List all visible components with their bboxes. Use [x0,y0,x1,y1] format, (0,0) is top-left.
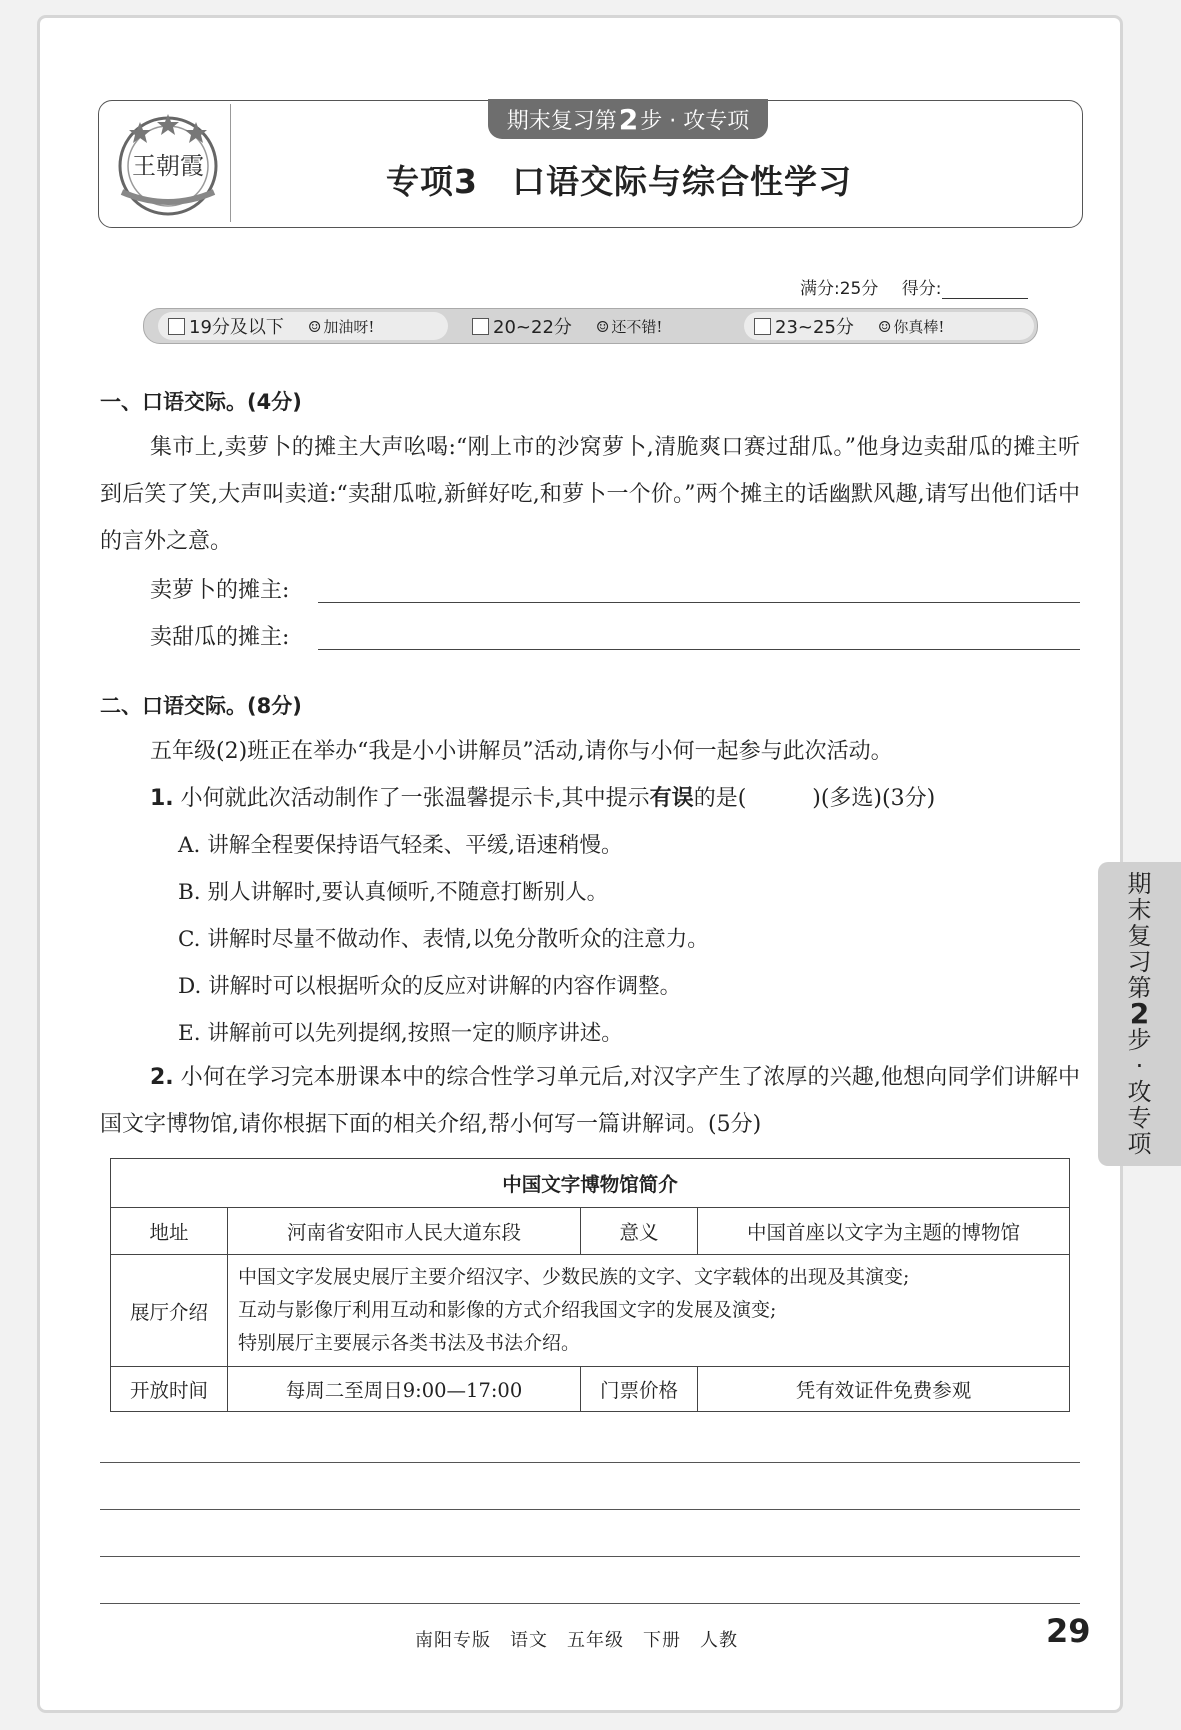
option-c: C. 讲解时尽量不做动作、表情,以免分散听众的注意力。 [178,927,709,952]
ticket-value: 凭有效证件免费参观 [698,1367,1070,1412]
ticket-label: 门票价格 [581,1367,698,1412]
address-label: 地址 [111,1208,228,1255]
side-char: 复 [1127,922,1152,950]
section2-intro: 五年级(2)班正在举办“我是小小讲解员”活动,请你与小何一起参与此次活动。 [150,739,893,764]
question-text: 小何就此次活动制作了一张温馨提示卡,其中提示 [180,786,650,811]
option-a: A. 讲解全程要保持语气轻柔、平缓,语速稍慢。 [178,833,623,858]
address-value: 河南省安阳市人民大道东段 [228,1208,581,1255]
question-emphasis: 有误 [649,785,694,811]
smile-face-icon: ☺ [877,317,892,336]
side-char: 末 [1127,896,1152,924]
checkbox[interactable] [754,318,771,335]
side-section-tab [1098,862,1181,1166]
side-char: 项 [1127,1130,1152,1158]
side-char: 第 [1127,974,1152,1002]
answer-line-melon[interactable] [318,649,1080,650]
rating-item-low [158,312,448,340]
footer-info: 南阳专版 语文 五年级 下册 人教 [415,1630,738,1651]
score-label: 得分: [901,279,942,299]
section2-heading: 二、口语交际。(8分) [100,694,302,718]
rating-word: ☺ 还不错! [595,317,663,336]
side-char: · [1135,1052,1144,1080]
question-1 [150,781,935,812]
step-suffix: 步 · 攻专项 [640,108,750,134]
hall-line: 互动与影像厅利用互动和影像的方式介绍我国文字的发展及演变; [238,1299,777,1321]
writing-line[interactable] [100,1603,1080,1604]
hours-value: 每周二至周日9:00—17:00 [228,1367,581,1412]
rating-word: ☺ 加油呀! [307,317,375,336]
rating-word: ☺ 你真棒! [877,317,945,336]
question-text: 的是( )(多选)(3分) [693,786,936,811]
side-char: 2 [1129,997,1150,1030]
question-number: 2. [150,1065,174,1090]
brand-logo [110,108,226,218]
rating-bar [143,308,1038,344]
rating-range: 20~22分 [493,317,572,338]
full-score: 满分:25分 [800,279,879,299]
option-e: E. 讲解前可以先列提纲,按照一定的顺序讲述。 [178,1021,623,1046]
checkbox[interactable] [472,318,489,335]
writing-line[interactable] [100,1556,1080,1557]
smile-face-icon: ☺ [307,317,322,336]
page-sheet [40,18,1120,1710]
smile-face-icon: ☺ [595,317,610,336]
rating-range: 23~25分 [775,317,854,338]
page-number: 29 [1046,1612,1091,1650]
hall-line: 中国文字发展史展厅主要介绍汉字、少数民族的文字、文字载体的出现及其演变; [238,1266,910,1288]
step-tab [488,99,768,139]
side-char: 期 [1127,870,1152,898]
option-b: B. 别人讲解时,要认真倾听,不随意打断别人。 [178,880,609,905]
step-number: 2 [618,102,639,136]
side-char: 步 [1127,1026,1152,1054]
rating-item-high [744,312,1034,340]
page-title: 专项3 口语交际与综合性学习 [386,162,852,201]
rating-item-mid [462,312,752,340]
step-prefix: 期末复习第 [506,108,617,134]
checkbox[interactable] [168,318,185,335]
table-title: 中国文字博物馆简介 [111,1159,1070,1208]
side-char: 专 [1127,1104,1152,1132]
question-text: 小何在学习完本册课本中的综合性学习单元后,对汉字产生了浓厚的兴趣,他想向同学们讲解中国文字博物馆,请你根据下面的相关介绍,帮小何写一篇讲解词。(5分) [100,1065,1080,1137]
hours-label: 开放时间 [111,1367,228,1412]
hall-intro [228,1255,1070,1367]
answer-line-radish[interactable] [318,602,1080,603]
section1-heading: 一、口语交际。(4分) [100,390,302,414]
score-line [800,274,1028,299]
writing-line[interactable] [100,1509,1080,1510]
section1-passage: 集市上,卖萝卜的摊主大声吆喝:“刚上市的沙窝萝卜,清脆爽口赛过甜瓜。”他身边卖甜瓜的摊主听到后笑了笑,大声叫卖道:“卖甜瓜啦,新鲜好吃,和萝卜一个价。”两个摊主的话幽默风趣,请写出他们话中的言外之意。 [100,435,1080,554]
side-char: 习 [1127,948,1152,976]
rating-range: 19分及以下 [189,317,284,338]
side-char: 攻 [1127,1078,1152,1106]
option-d: D. 讲解时可以根据听众的反应对讲解的内容作调整。 [178,974,682,999]
question-number: 1. [150,786,174,811]
answer-label-melon: 卖甜瓜的摊主: [150,625,290,650]
meaning-label: 意义 [581,1208,698,1255]
logo-text: 王朝霞 [132,152,204,180]
hall-label: 展厅介绍 [111,1255,228,1367]
hall-line: 特别展厅主要展示各类书法及书法介绍。 [238,1332,581,1354]
meaning-value: 中国首座以文字为主题的博物馆 [698,1208,1070,1255]
museum-info-table [110,1158,1070,1412]
score-field[interactable] [942,282,1028,299]
question-2 [100,1054,1080,1148]
writing-line[interactable] [100,1462,1080,1463]
header-divider [230,104,231,222]
answer-label-radish: 卖萝卜的摊主: [150,578,290,603]
